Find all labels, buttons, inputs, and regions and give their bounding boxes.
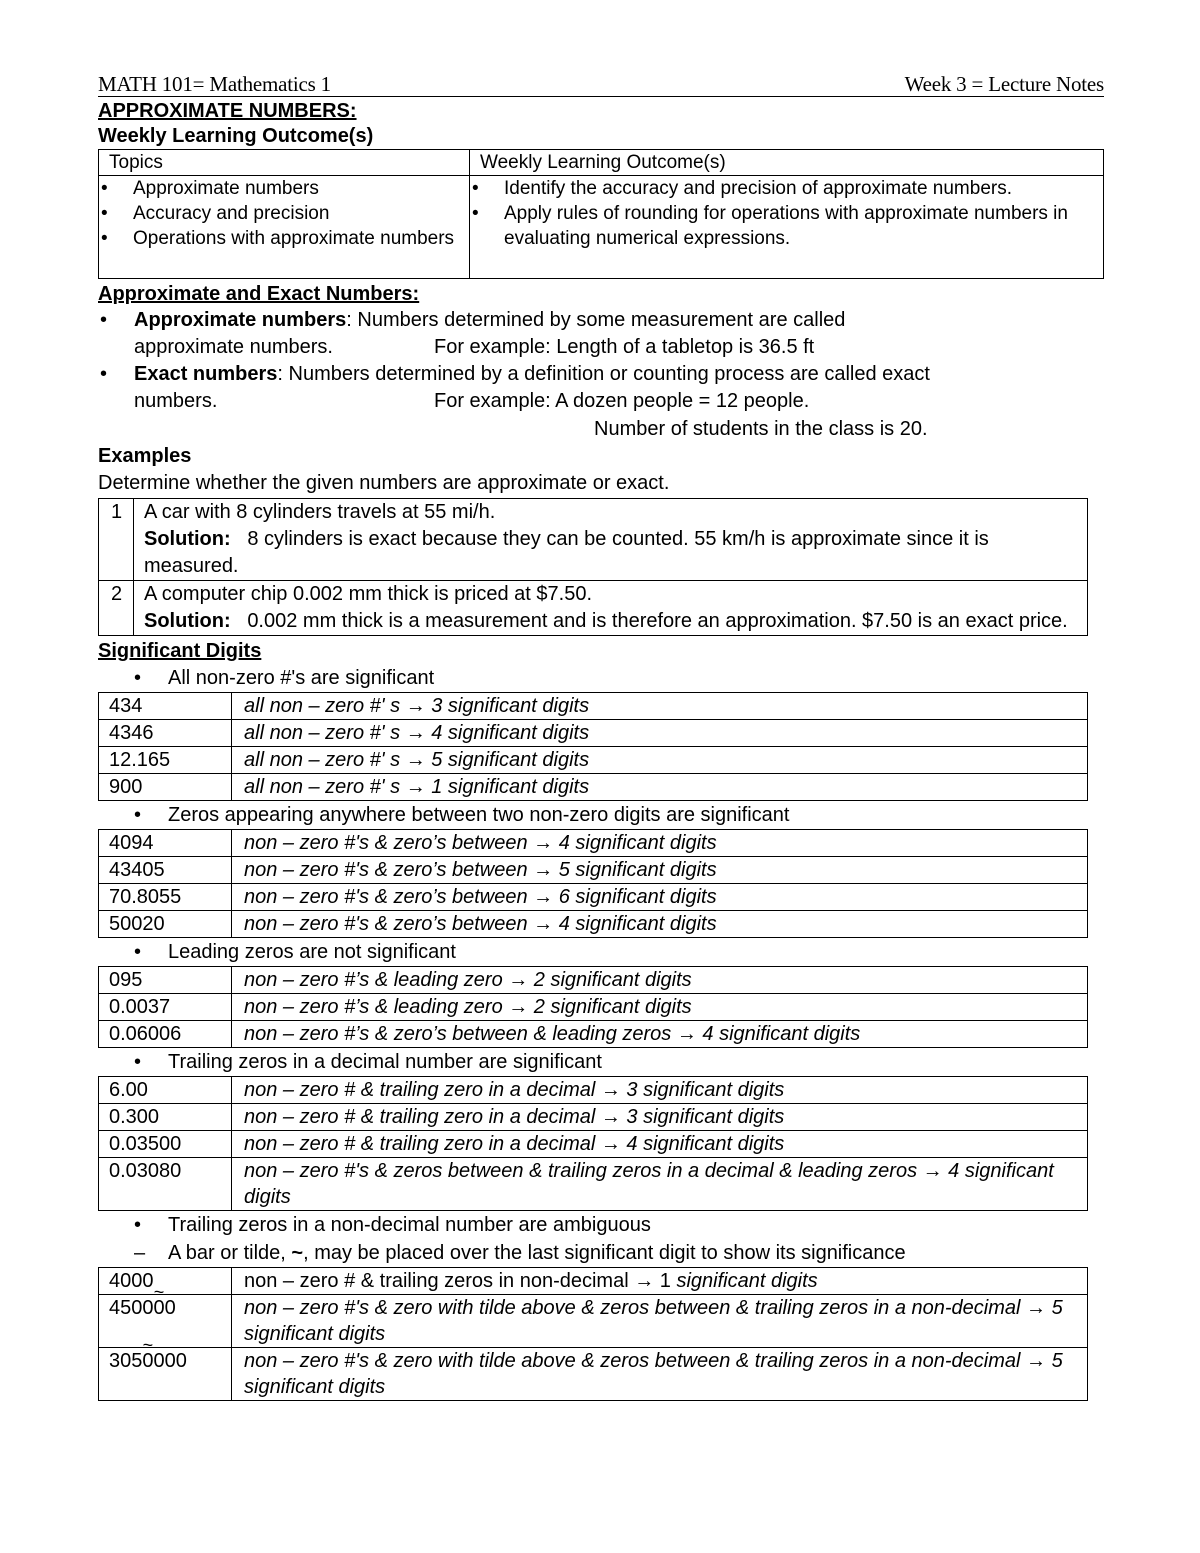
approx-definition <box>98 307 1104 361</box>
number-cell: 4094 <box>99 830 232 857</box>
week-label: Week 3 = Lecture Notes <box>904 72 1104 96</box>
number-text: 4000 <box>109 1270 154 1292</box>
tilde-symbol: ~ <box>291 1242 304 1264</box>
list-item: • Operations with approximate numbers <box>99 226 469 251</box>
number-cell: 095 <box>99 967 232 994</box>
exact-def-cont: numbers. <box>134 390 218 412</box>
number-text: 4500 <box>109 1297 154 1319</box>
solution-label: Solution: <box>144 528 231 550</box>
number-cell <box>99 1295 232 1348</box>
list-item: • Approximate numbers <box>99 176 469 201</box>
description-cell: non – zero #'s & zero’s between → 4 significant digits <box>232 911 1088 938</box>
number-cell: 0.300 <box>99 1104 232 1131</box>
table-row <box>99 693 1088 720</box>
sig-table-trailing-decimal <box>98 1076 1088 1211</box>
rule-text: Trailing zeros in a decimal number are significant <box>168 1051 602 1073</box>
table-row <box>99 967 1088 994</box>
description-cell: non – zero # & trailing zero in a decimal → 4 significant digits <box>232 1131 1088 1158</box>
list-item: • Accuracy and precision <box>99 201 469 226</box>
table-row <box>99 1268 1088 1295</box>
tilde-digit: 0 ~ <box>154 1295 165 1321</box>
table-row <box>99 1158 1088 1211</box>
examples-table <box>98 498 1088 636</box>
exact-term: Exact numbers <box>134 363 278 385</box>
description-cell: non – zero #'s & zero with tilde above & zeros between & trailing zeros in a non-decimal → 5 significant digits <box>232 1348 1088 1401</box>
table-row <box>99 1077 1088 1104</box>
rule-tilde <box>98 1239 1104 1267</box>
bullet-icon: • <box>134 667 142 689</box>
approx-def-cont: approximate numbers. <box>134 336 333 358</box>
table-row <box>99 499 1088 581</box>
number-cell: 0.03080 <box>99 1158 232 1211</box>
number-cell: 0.06006 <box>99 1021 232 1048</box>
example-number: 1 <box>99 499 134 581</box>
table-row <box>99 1104 1088 1131</box>
rule-text: , may be placed over the last significant digit to show its significance <box>303 1242 906 1264</box>
outcomes-list <box>470 176 1103 251</box>
approx-example: For example: Length of a tabletop is 36.5 ft <box>434 336 815 358</box>
description-cell: non – zero # & trailing zero in a decimal → 3 significant digits <box>232 1077 1088 1104</box>
solution-label: Solution: <box>144 610 231 632</box>
number-cell: 0.03500 <box>99 1131 232 1158</box>
outcomes-heading: Weekly Learning Outcome(s) <box>98 125 374 147</box>
description-cell: non – zero #'s & zero’s between → 4 significant digits <box>232 830 1088 857</box>
table-row <box>99 994 1088 1021</box>
number-text: 000 <box>153 1350 187 1372</box>
description-cell: non – zero #'s & zero’s between → 5 significant digits <box>232 857 1088 884</box>
number-cell: 6.00 <box>99 1077 232 1104</box>
number-cell: 12.165 <box>99 747 232 774</box>
table-row <box>99 830 1088 857</box>
bullet-icon: • <box>134 941 142 963</box>
bullet-icon: • <box>134 804 142 826</box>
description-cell: non – zero #'s & zeros between & trailing zeros in a decimal & leading zeros → 4 significant digits <box>232 1158 1088 1211</box>
description-cell: non – zero #'s & zero with tilde above & zeros between & trailing zeros in a non-decimal → 5 significant digits <box>232 1295 1088 1348</box>
rule-text: Zeros appearing anywhere between two non-zero digits are significant <box>168 804 790 826</box>
description-text: non – zero # & trailing zeros in non-decimal → 1 <box>244 1270 677 1292</box>
rule-nonzero <box>98 664 1104 692</box>
topics-header: Topics <box>99 150 470 176</box>
table-row <box>99 857 1088 884</box>
description-cell: non – zero #’s & leading zero → 2 significant digits <box>232 994 1088 1021</box>
approx-def: : Numbers determined by some measurement are called <box>346 309 846 331</box>
rule-trailing-decimal <box>98 1048 1104 1076</box>
description-cell: non – zero #’s & leading zero → 2 significant digits <box>232 967 1088 994</box>
page-header <box>98 72 1104 97</box>
description-cell: all non – zero #' s → 5 significant digits <box>232 747 1088 774</box>
outcomes-header: Weekly Learning Outcome(s) <box>470 150 1104 176</box>
number-text: 0 <box>164 1297 176 1319</box>
description-cell: all non – zero #' s → 4 significant digits <box>232 720 1088 747</box>
bullet-icon: • <box>100 363 108 385</box>
table-row <box>99 774 1088 801</box>
exact-example-2: Number of students in the class is 20. <box>594 418 928 440</box>
sig-table-nonzero <box>98 692 1088 801</box>
table-row <box>99 747 1088 774</box>
example-solution: 8 cylinders is exact because they can be counted. 55 km/h is approximate since it is measured. <box>144 528 989 577</box>
table-row <box>99 581 1088 636</box>
rule-between <box>98 801 1104 829</box>
document-page <box>98 72 1104 1401</box>
number-cell <box>99 1268 232 1295</box>
sig-table-between <box>98 829 1088 938</box>
example-problem: A car with 8 cylinders travels at 55 mi/h. <box>144 501 496 523</box>
exact-example: For example: A dozen people = 12 people. <box>434 390 810 412</box>
description-cell: all non – zero #' s → 3 significant digits <box>232 693 1088 720</box>
rule-trailing-nondecimal <box>98 1211 1104 1239</box>
table-row <box>99 1021 1088 1048</box>
description-cell: non – zero # & trailing zero in a decimal → 3 significant digits <box>232 1104 1088 1131</box>
number-cell: 900 <box>99 774 232 801</box>
list-item: • Apply rules of rounding for operations with approximate numbers in evaluating numerical expressions. <box>470 201 1103 251</box>
examples-instruction: Determine whether the given numbers are approximate or exact. <box>98 472 670 494</box>
sig-table-tilde <box>98 1267 1088 1401</box>
rule-leading <box>98 938 1104 966</box>
rule-text: A bar or tilde, <box>168 1242 292 1264</box>
bullet-icon: • <box>134 1214 142 1236</box>
number-cell <box>99 1348 232 1401</box>
examples-heading: Examples <box>98 445 192 467</box>
page-title: APPROXIMATE NUMBERS: <box>98 100 357 122</box>
number-cell: 434 <box>99 693 232 720</box>
dash-icon: – <box>134 1242 146 1264</box>
list-item: • Identify the accuracy and precision of approximate numbers. <box>470 176 1103 201</box>
rule-text: Trailing zeros in a non-decimal number are ambiguous <box>168 1214 651 1236</box>
example-problem: A computer chip 0.002 mm thick is priced at $7.50. <box>144 583 592 605</box>
section-heading-significant-digits: Significant Digits <box>98 640 262 662</box>
rule-text: Leading zeros are not significant <box>168 941 456 963</box>
number-cell: 50020 <box>99 911 232 938</box>
number-cell: 43405 <box>99 857 232 884</box>
tilde-digit: 0 ~ <box>142 1348 153 1374</box>
description-text: significant digits <box>676 1270 818 1292</box>
example-number: 2 <box>99 581 134 636</box>
number-cell: 4346 <box>99 720 232 747</box>
table-row <box>99 1131 1088 1158</box>
course-title: MATH 101= Mathematics 1 <box>98 72 331 96</box>
approx-term: Approximate numbers <box>134 309 347 331</box>
description-cell: non – zero #'s & zero’s between → 6 significant digits <box>232 884 1088 911</box>
description-cell: all non – zero #' s → 1 significant digits <box>232 774 1088 801</box>
number-cell: 70.8055 <box>99 884 232 911</box>
section-heading-approx-exact: Approximate and Exact Numbers: <box>98 283 420 305</box>
sig-table-leading <box>98 966 1088 1048</box>
exact-def: : Numbers determined by a definition or counting process are called exact <box>277 363 930 385</box>
example-solution: 0.002 mm thick is a measurement and is therefore an approximation. $7.50 is an exact price. <box>247 610 1068 632</box>
table-row <box>99 911 1088 938</box>
table-row <box>99 884 1088 911</box>
table-row <box>99 1348 1088 1401</box>
bullet-icon: • <box>100 309 108 331</box>
number-text: 305 <box>109 1350 143 1372</box>
number-cell: 0.0037 <box>99 994 232 1021</box>
rule-text: All non-zero #'s are significant <box>168 667 435 689</box>
outcomes-table <box>98 149 1104 279</box>
exact-definition <box>98 361 1104 415</box>
bullet-icon: • <box>134 1051 142 1073</box>
table-row <box>99 1295 1088 1348</box>
topics-list <box>99 176 469 251</box>
description-cell <box>232 1268 1088 1295</box>
description-cell: non – zero #’s & zero’s between & leading zeros → 4 significant digits <box>232 1021 1088 1048</box>
table-row <box>99 720 1088 747</box>
